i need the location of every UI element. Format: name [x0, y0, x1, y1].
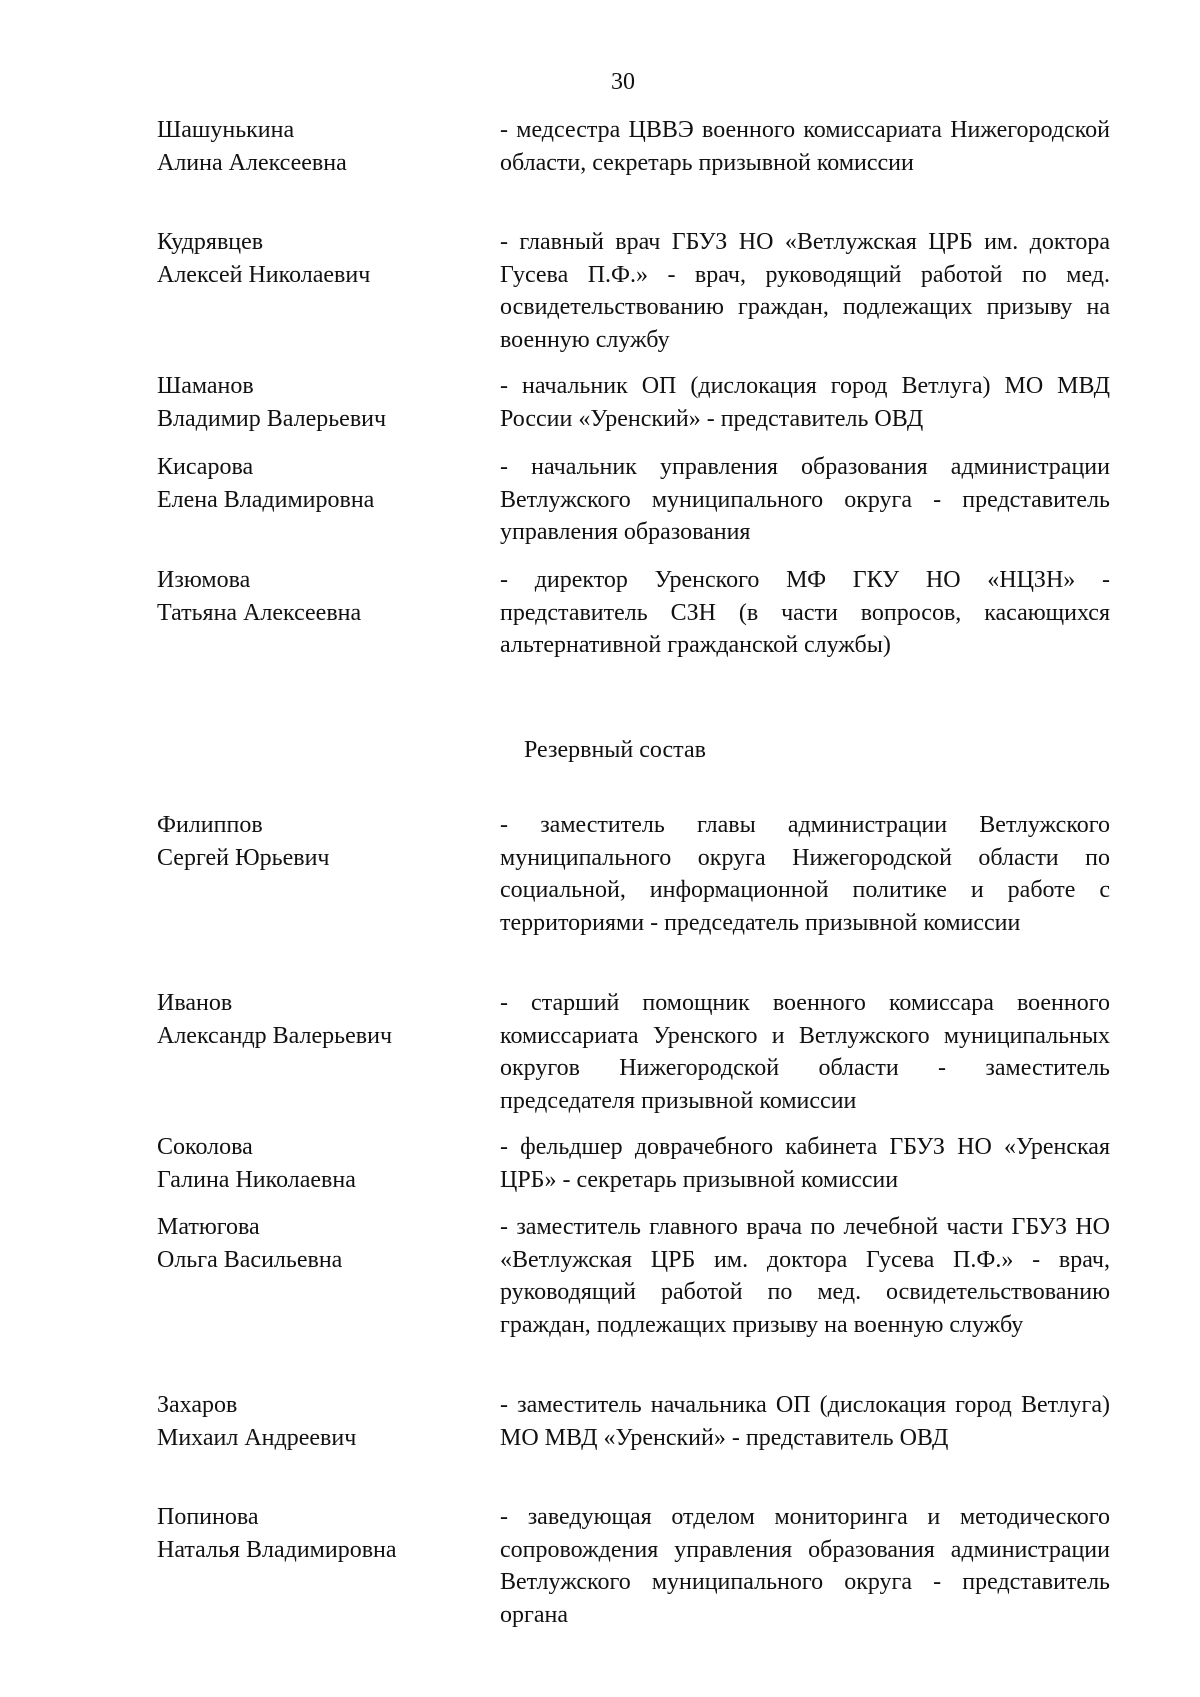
- member-name: Шаманов Владимир Валерьевич: [157, 373, 387, 432]
- member-role: - главный врач ГБУЗ НО «Ветлужская ЦРБ им. доктора Гусева П.Ф.» - врач, руководящий работой по мед. освидетельствованию граждан, подлежащих призыву на военную службу: [500, 229, 1110, 353]
- member-role: - медсестра ЦВВЭ военного комиссариата Нижегородской области, секретарь призывной комиссии: [500, 117, 1110, 176]
- member-name: Попинова Наталья Владимировна: [157, 1504, 397, 1563]
- member-name: Захаров Михаил Андреевич: [157, 1392, 357, 1451]
- member-role: - заместитель главного врача по лечебной части ГБУЗ НО «Ветлужская ЦРБ им. доктора Гусева П.Ф.» - врач, руководящий работой по мед. освидетельствованию граждан, подлежащих призыву на военную службу: [500, 1214, 1110, 1338]
- member-role: - фельдшер доврачебного кабинета ГБУЗ НО «Уренская ЦРБ» - секретарь призывной комиссии: [500, 1134, 1110, 1193]
- member-name: Филиппов Сергей Юрьевич: [157, 812, 330, 871]
- member-name: Кисарова Елена Владимировна: [157, 454, 375, 513]
- member-name: Шашунькина Алина Алексеевна: [157, 117, 347, 176]
- member-name: Соколова Галина Николаевна: [157, 1134, 356, 1193]
- member-role: - начальник управления образования администрации Ветлужского муниципального округа - представитель управления образования: [500, 454, 1110, 545]
- member-name: Иванов Александр Валерьевич: [157, 990, 393, 1049]
- member-name: Кудрявцев Алексей Николаевич: [157, 229, 371, 288]
- member-role: - начальник ОП (дислокация город Ветлуга) МО МВД России «Уренский» - представитель ОВД: [500, 373, 1110, 432]
- member-name: Изюмова Татьяна Алексеевна: [157, 567, 362, 626]
- member-role: - заместитель начальника ОП (дислокация город Ветлуга) МО МВД «Уренский» - представитель ОВД: [500, 1392, 1110, 1451]
- member-role: - заместитель главы администрации Ветлужского муниципального округа Нижегородской области по социальной, информационной политике и работе с территориями - председатель призывной комиссии: [500, 812, 1110, 936]
- page-number: 30: [611, 69, 635, 95]
- member-role: - старший помощник военного комиссара военного комиссариата Уренского и Ветлужского муниципальных округов Нижегородской области - заместитель председателя призывной комиссии: [500, 990, 1110, 1114]
- member-role: - заведующая отделом мониторинга и методического сопровождения управления образования администрации Ветлужского муниципального округа - представитель органа: [500, 1504, 1110, 1628]
- reserve-heading: Резервный состав: [524, 737, 706, 763]
- member-name: Матюгова Ольга Васильевна: [157, 1214, 343, 1273]
- member-role: - директор Уренского МФ ГКУ НО «НЦЗН» - представитель СЗН (в части вопросов, касающихся альтернативной гражданской службы): [500, 567, 1110, 658]
